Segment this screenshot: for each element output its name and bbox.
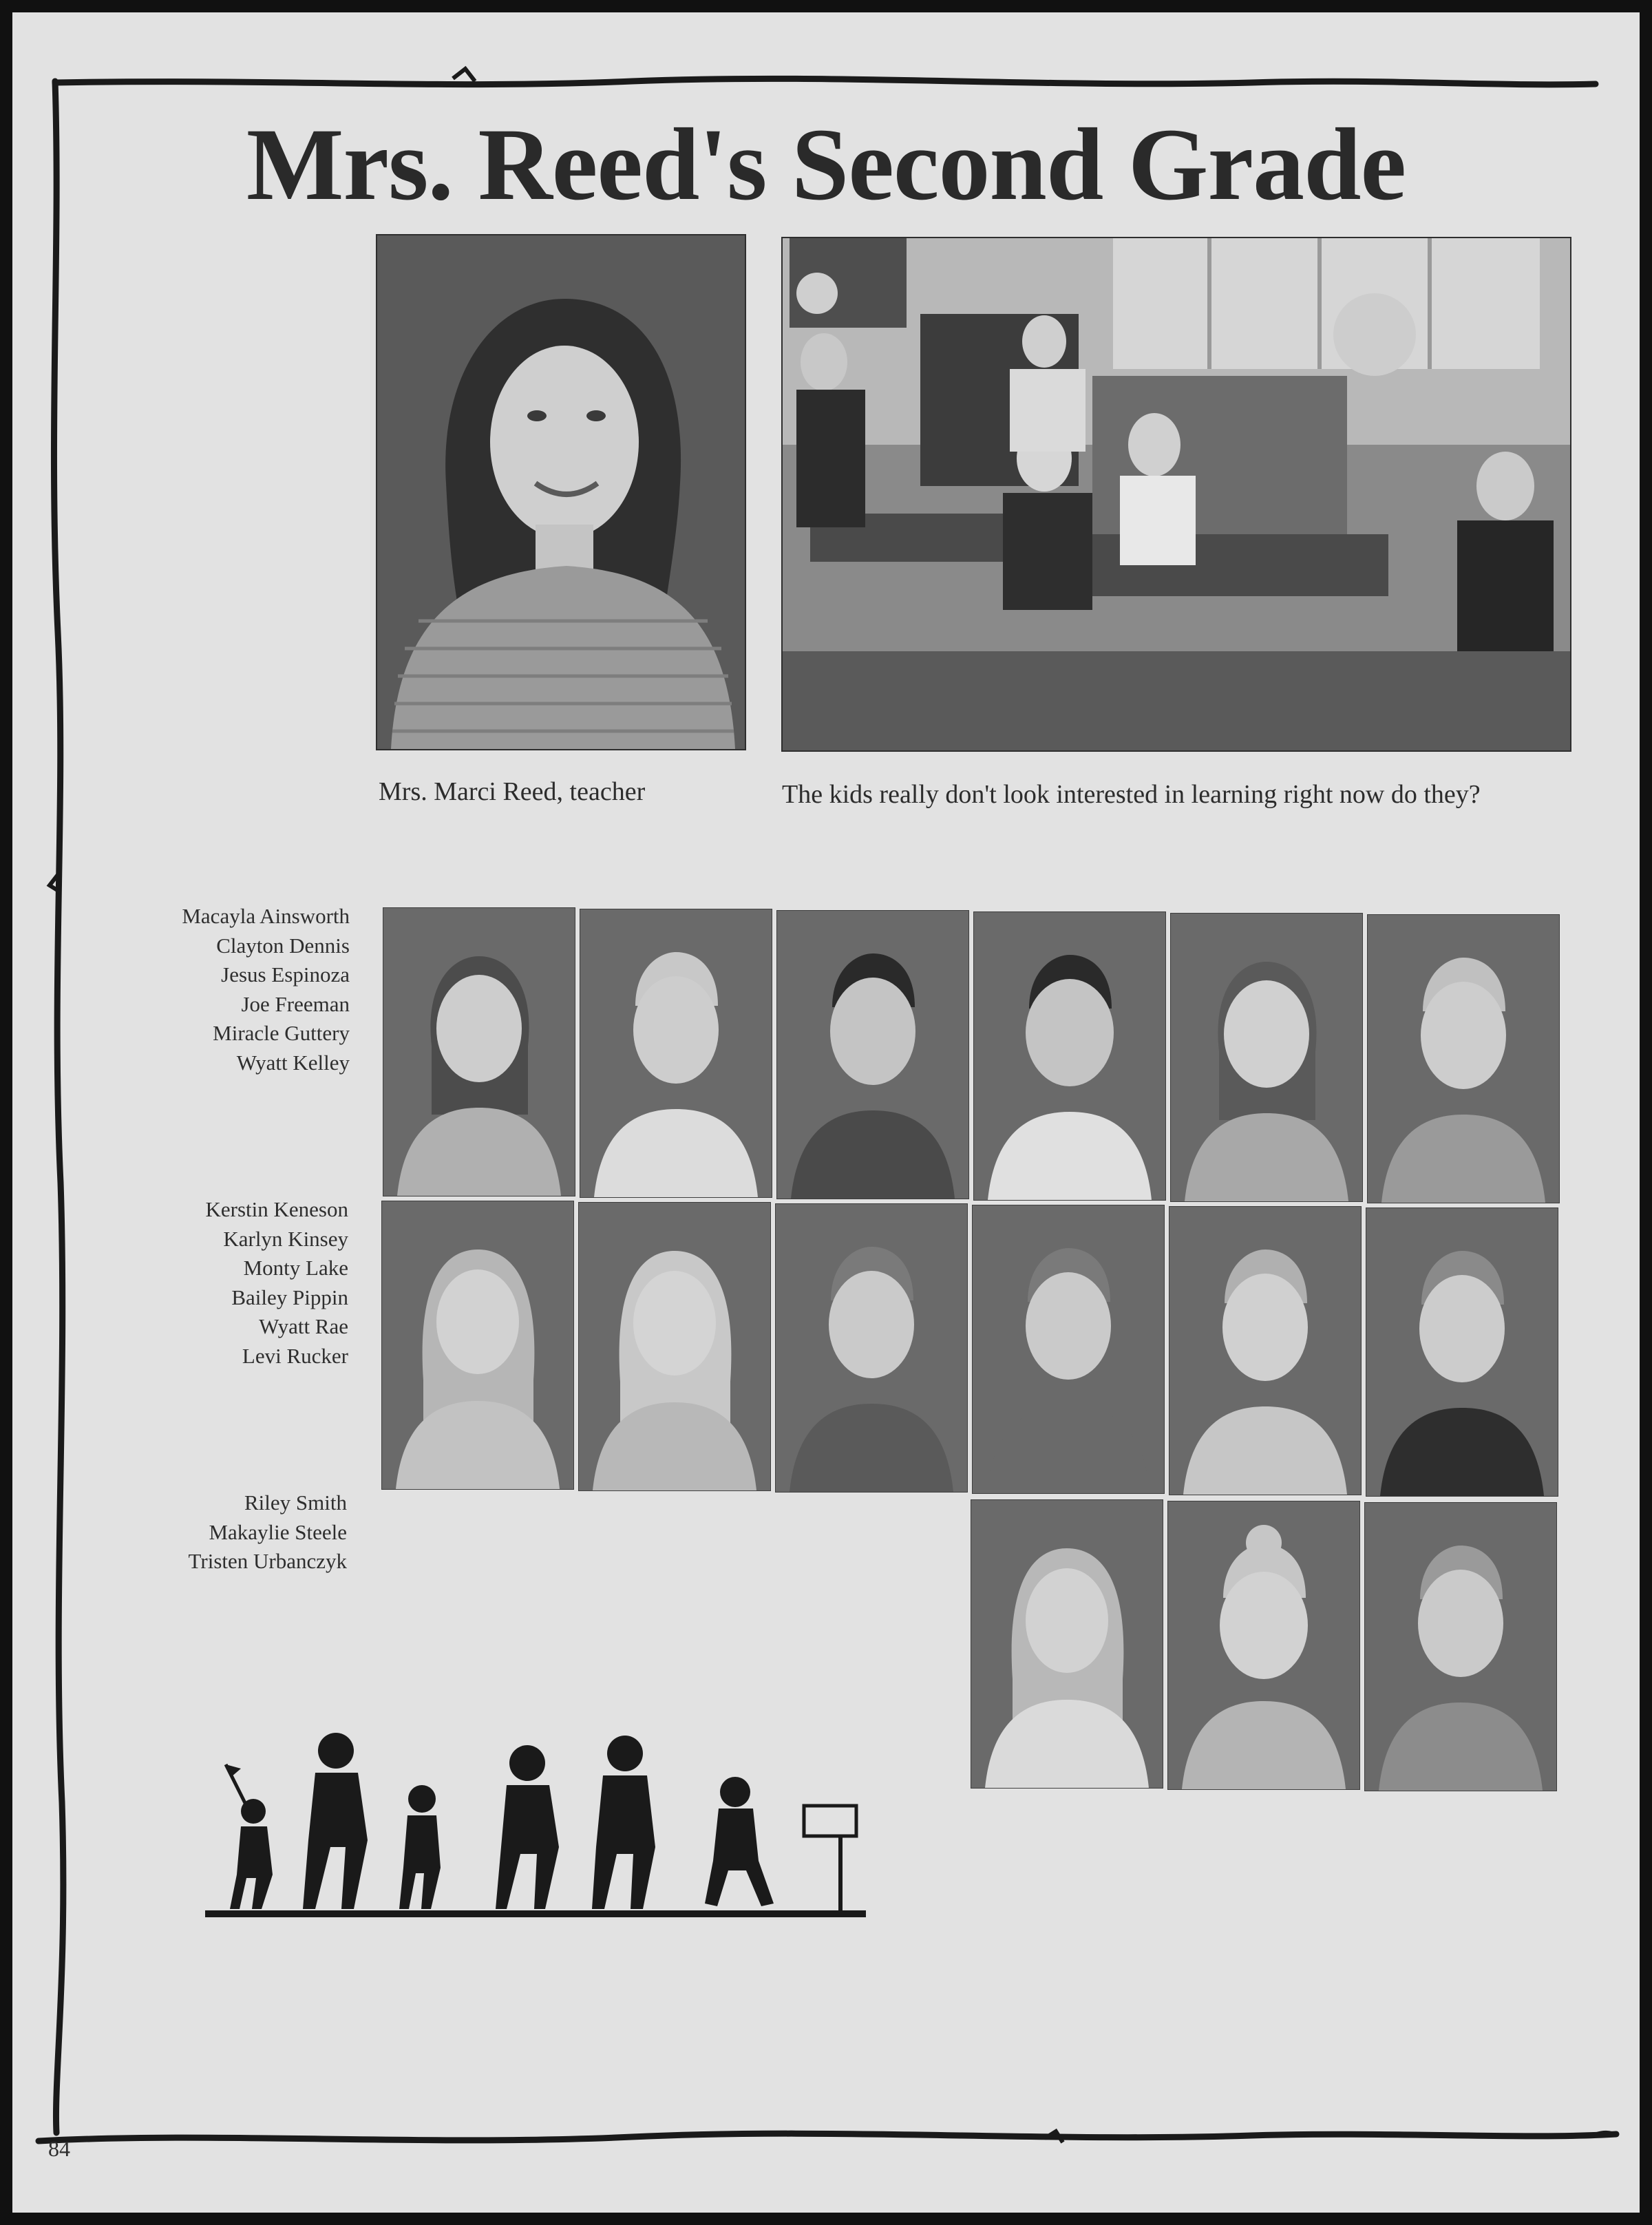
- classroom-caption: The kids really don't look interested in learning right now do they?: [782, 780, 1481, 809]
- student-name: Kerstin Keneson: [205, 1197, 348, 1221]
- classroom-photo: [781, 237, 1571, 752]
- teacher-photo: [376, 234, 746, 750]
- student-portrait: [1170, 913, 1363, 1202]
- student-name-list-row-2: [73, 1195, 348, 1371]
- teacher-caption: Mrs. Marci Reed, teacher: [379, 777, 646, 806]
- student-name: Wyatt Rae: [259, 1314, 348, 1338]
- student-portrait: [1167, 1501, 1360, 1790]
- student-portrait: [972, 1205, 1165, 1494]
- parade-clipart: [198, 1723, 873, 1923]
- student-name: Miracle Guttery: [213, 1021, 350, 1045]
- student-portrait: [381, 1201, 574, 1490]
- student-portrait: [580, 909, 772, 1198]
- student-name: Riley Smith: [244, 1490, 347, 1515]
- student-name: Levi Rucker: [242, 1343, 348, 1368]
- student-name: Monty Lake: [243, 1256, 348, 1280]
- student-name: Jesus Espinoza: [221, 962, 350, 987]
- student-portrait: [776, 910, 969, 1199]
- student-name: Makaylie Steele: [209, 1519, 347, 1544]
- student-name-list-row-1: [74, 902, 350, 1077]
- yearbook-page: [12, 12, 1640, 2213]
- student-portrait: [578, 1202, 771, 1491]
- student-name: Macayla Ainsworth: [182, 904, 350, 928]
- student-portrait: [973, 911, 1166, 1201]
- student-name: Tristen Urbanczyk: [188, 1549, 347, 1573]
- student-portrait: [971, 1499, 1163, 1789]
- student-portrait: [383, 907, 575, 1196]
- student-name-list-row-3: [72, 1488, 347, 1577]
- student-name: Karlyn Kinsey: [223, 1226, 348, 1251]
- page-number: 84: [48, 2136, 70, 2161]
- student-portrait: [1364, 1502, 1557, 1791]
- student-name: Wyatt Kelley: [236, 1050, 350, 1075]
- student-name: Joe Freeman: [241, 991, 350, 1016]
- student-name: Bailey Pippin: [231, 1285, 348, 1309]
- student-name: Clayton Dennis: [216, 933, 350, 958]
- page-title: Mrs. Reed's Second Grade: [246, 107, 1406, 222]
- student-portrait: [1367, 914, 1560, 1203]
- student-portrait: [1366, 1208, 1558, 1497]
- student-portrait: [1169, 1206, 1362, 1495]
- student-portrait: [775, 1203, 968, 1493]
